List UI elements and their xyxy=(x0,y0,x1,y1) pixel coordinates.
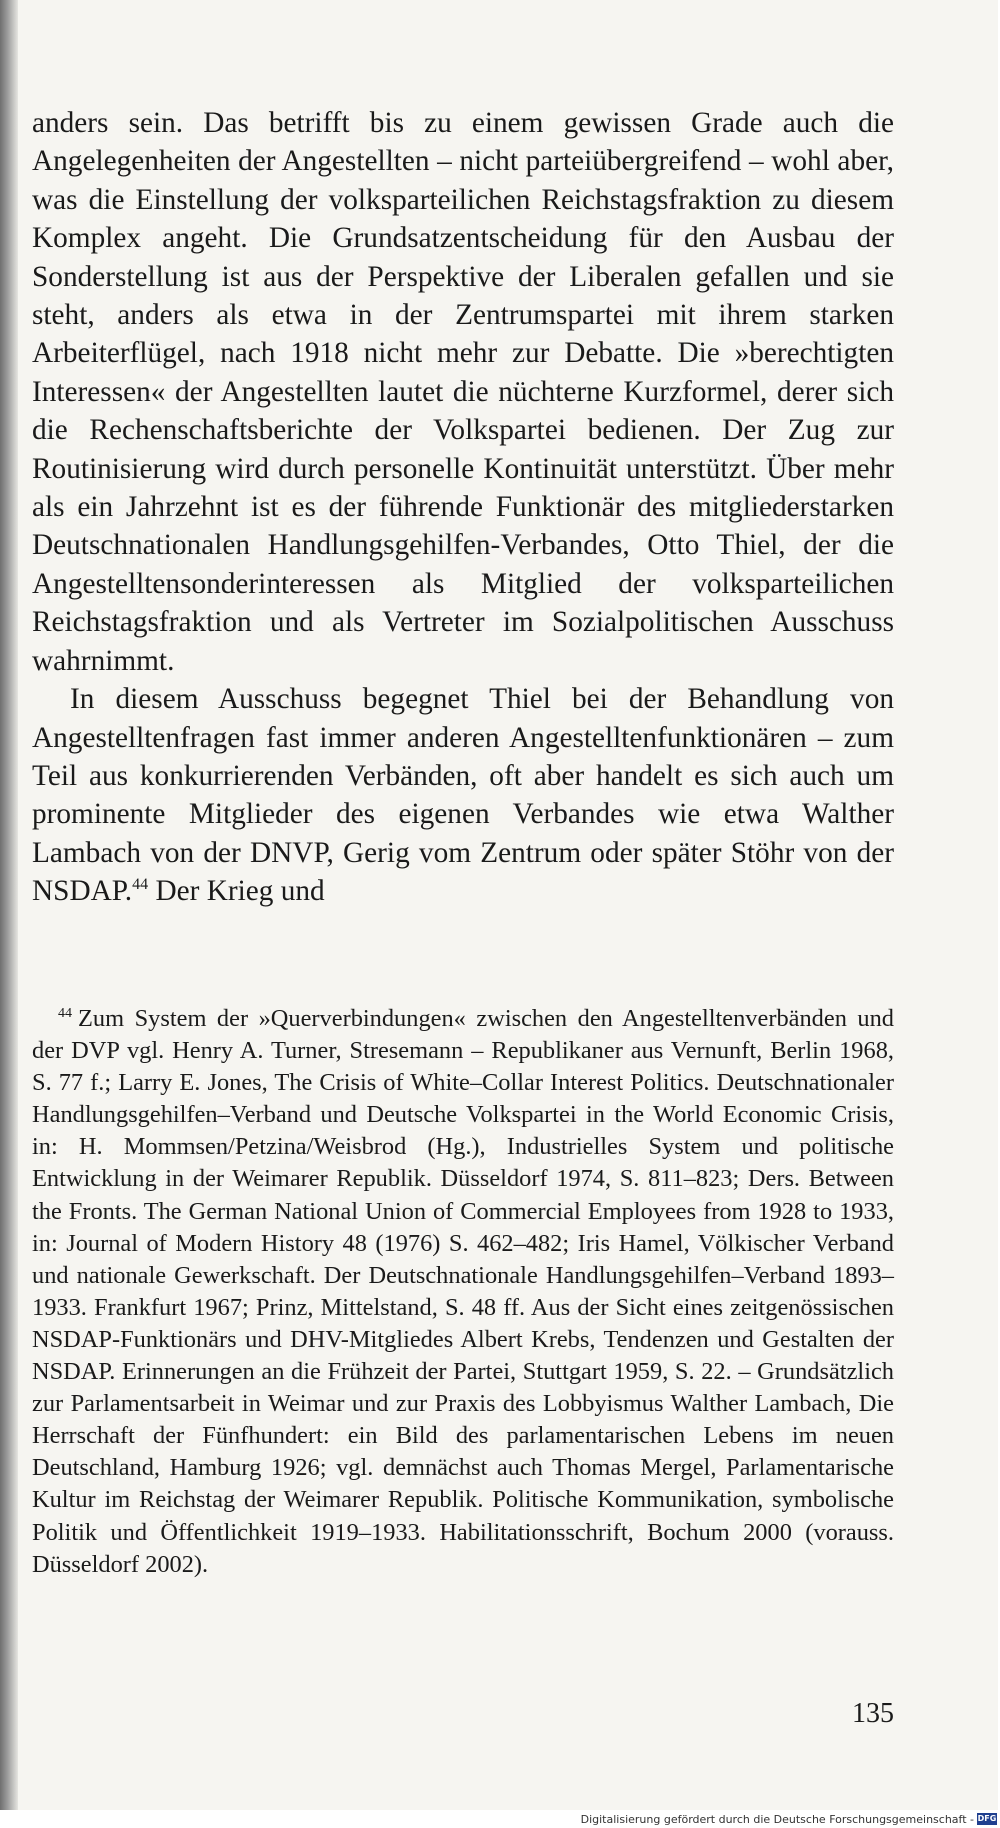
dfg-logo-icon: DFG xyxy=(977,1814,997,1823)
digitization-note: Digitalisierung gefördert durch die Deutsche Forschungsgemeinschaft - xyxy=(580,1813,974,1826)
spine-shadow xyxy=(0,0,18,1828)
body-paragraph-2 xyxy=(32,680,894,910)
footnote-area xyxy=(32,1003,894,1581)
body-paragraph-2-text: In diesem Ausschuss begegnet Thiel bei der Behandlung von Angestelltenfragen fast immer anderen Angestelltenfunktionären – zum Teil aus konkurrierenden Verbänden, oft aber handelt es sich auch um prominente Mitglieder des eigenen Verbandes wie etwa Walther Lambach von der DNVP, Gerig vom Zentrum oder später Stöhr von der NSDAP. xyxy=(32,683,894,908)
footnote-reference-44[interactable]: 44 xyxy=(132,876,149,894)
digitization-bar xyxy=(0,1810,1000,1828)
page-number: 135 xyxy=(852,1698,894,1729)
footnote-44 xyxy=(32,1003,894,1581)
body-paragraph-2-continuation: Der Krieg und xyxy=(148,875,325,908)
main-text xyxy=(32,104,894,911)
body-paragraph-1: anders sein. Das betrifft bis zu einem gewissen Grade auch die Angelegenheiten der Angestellten – nicht parteiübergreifend – wohl aber, was die Einstellung der volksparteilichen Reichstagsfraktion zu diesem Komplex angeht. Die Grundsatzentscheidung für den Ausbau der Sonderstellung ist aus der Perspektive der Liberalen gefallen und sie steht, anders als etwa in der Zentrumspartei mit ihrem starken Arbeiterflügel, nach 1918 nicht mehr zur Debatte. Die »berechtigten Interessen« der Angestellten lautet die nüchterne Kurzformel, derer sich die Rechenschaftsberichte der Volkspartei bedienen. Der Zug zur Routinisierung wird durch personelle Kontinuität unterstützt. Über mehr als ein Jahrzehnt ist es der führende Funktionär des mitgliederstarken Deutschnationalen Handlungsgehilfen-Verbandes, Otto Thiel, der die Angestelltensonderinteressen als Mitglied der volksparteilichen Reichstagsfraktion und als Vertreter im Sozialpolitischen Ausschuss wahrnimmt. xyxy=(32,107,894,677)
footnote-text: Zum System der »Querverbindungen« zwischen den Angestelltenverbänden und der DVP vgl. Henry A. Turner, Stresemann – Republikaner aus Vernunft, Berlin 1968, S. 77 f.; Larry E. Jones, The Crisis of White–Collar Interest Politics. Deutschnationaler Handlungsgehilfen–Verband und Deutsche Volkspartei in the World Economic Crisis, in: H. Mommsen/Petzina/Weisbrod (Hg.), Industrielles System und politische Entwicklung in der Weimarer Republik. Düsseldorf 1974, S. 811–823; Ders. Between the Fronts. The German National Union of Commercial Employees from 1928 to 1933, in: Journal of Modern History 48 (1976) S. 462–482; Iris Hamel, Völkischer Verband und nationale Gewerkschaft. Der Deutschnationale Handlungsgehilfen–Verband 1893–1933. Frankfurt 1967; Prinz, Mittelstand, S. 48 ff. Aus der Sicht eines zeitgenössischen NSDAP-Funktionärs und DHV-Mitgliedes Albert Krebs, Tendenzen und Gestalten der NSDAP. Erinnerungen an die Frühzeit der Partei, Stuttgart 1959, S. 22. – Grundsätzlich zur Parlamentsarbeit in Weimar und zur Praxis des Lobbyismus Walther Lambach, Die Herrschaft der Fünfhundert: ein Bild des parlamentarischen Lebens im neuen Deutschland, Hamburg 1926; vgl. demnächst auch Thomas Mergel, Parlamentarische Kultur im Reichstag der Weimarer Republik. Politische Kommunikation, symbolische Politik und Öffentlichkeit 1919–1933. Habilitationsschrift, Bochum 2000 (vorauss. Düsseldorf 2002). xyxy=(32,1005,894,1578)
footnote-number: 44 xyxy=(58,1006,72,1021)
